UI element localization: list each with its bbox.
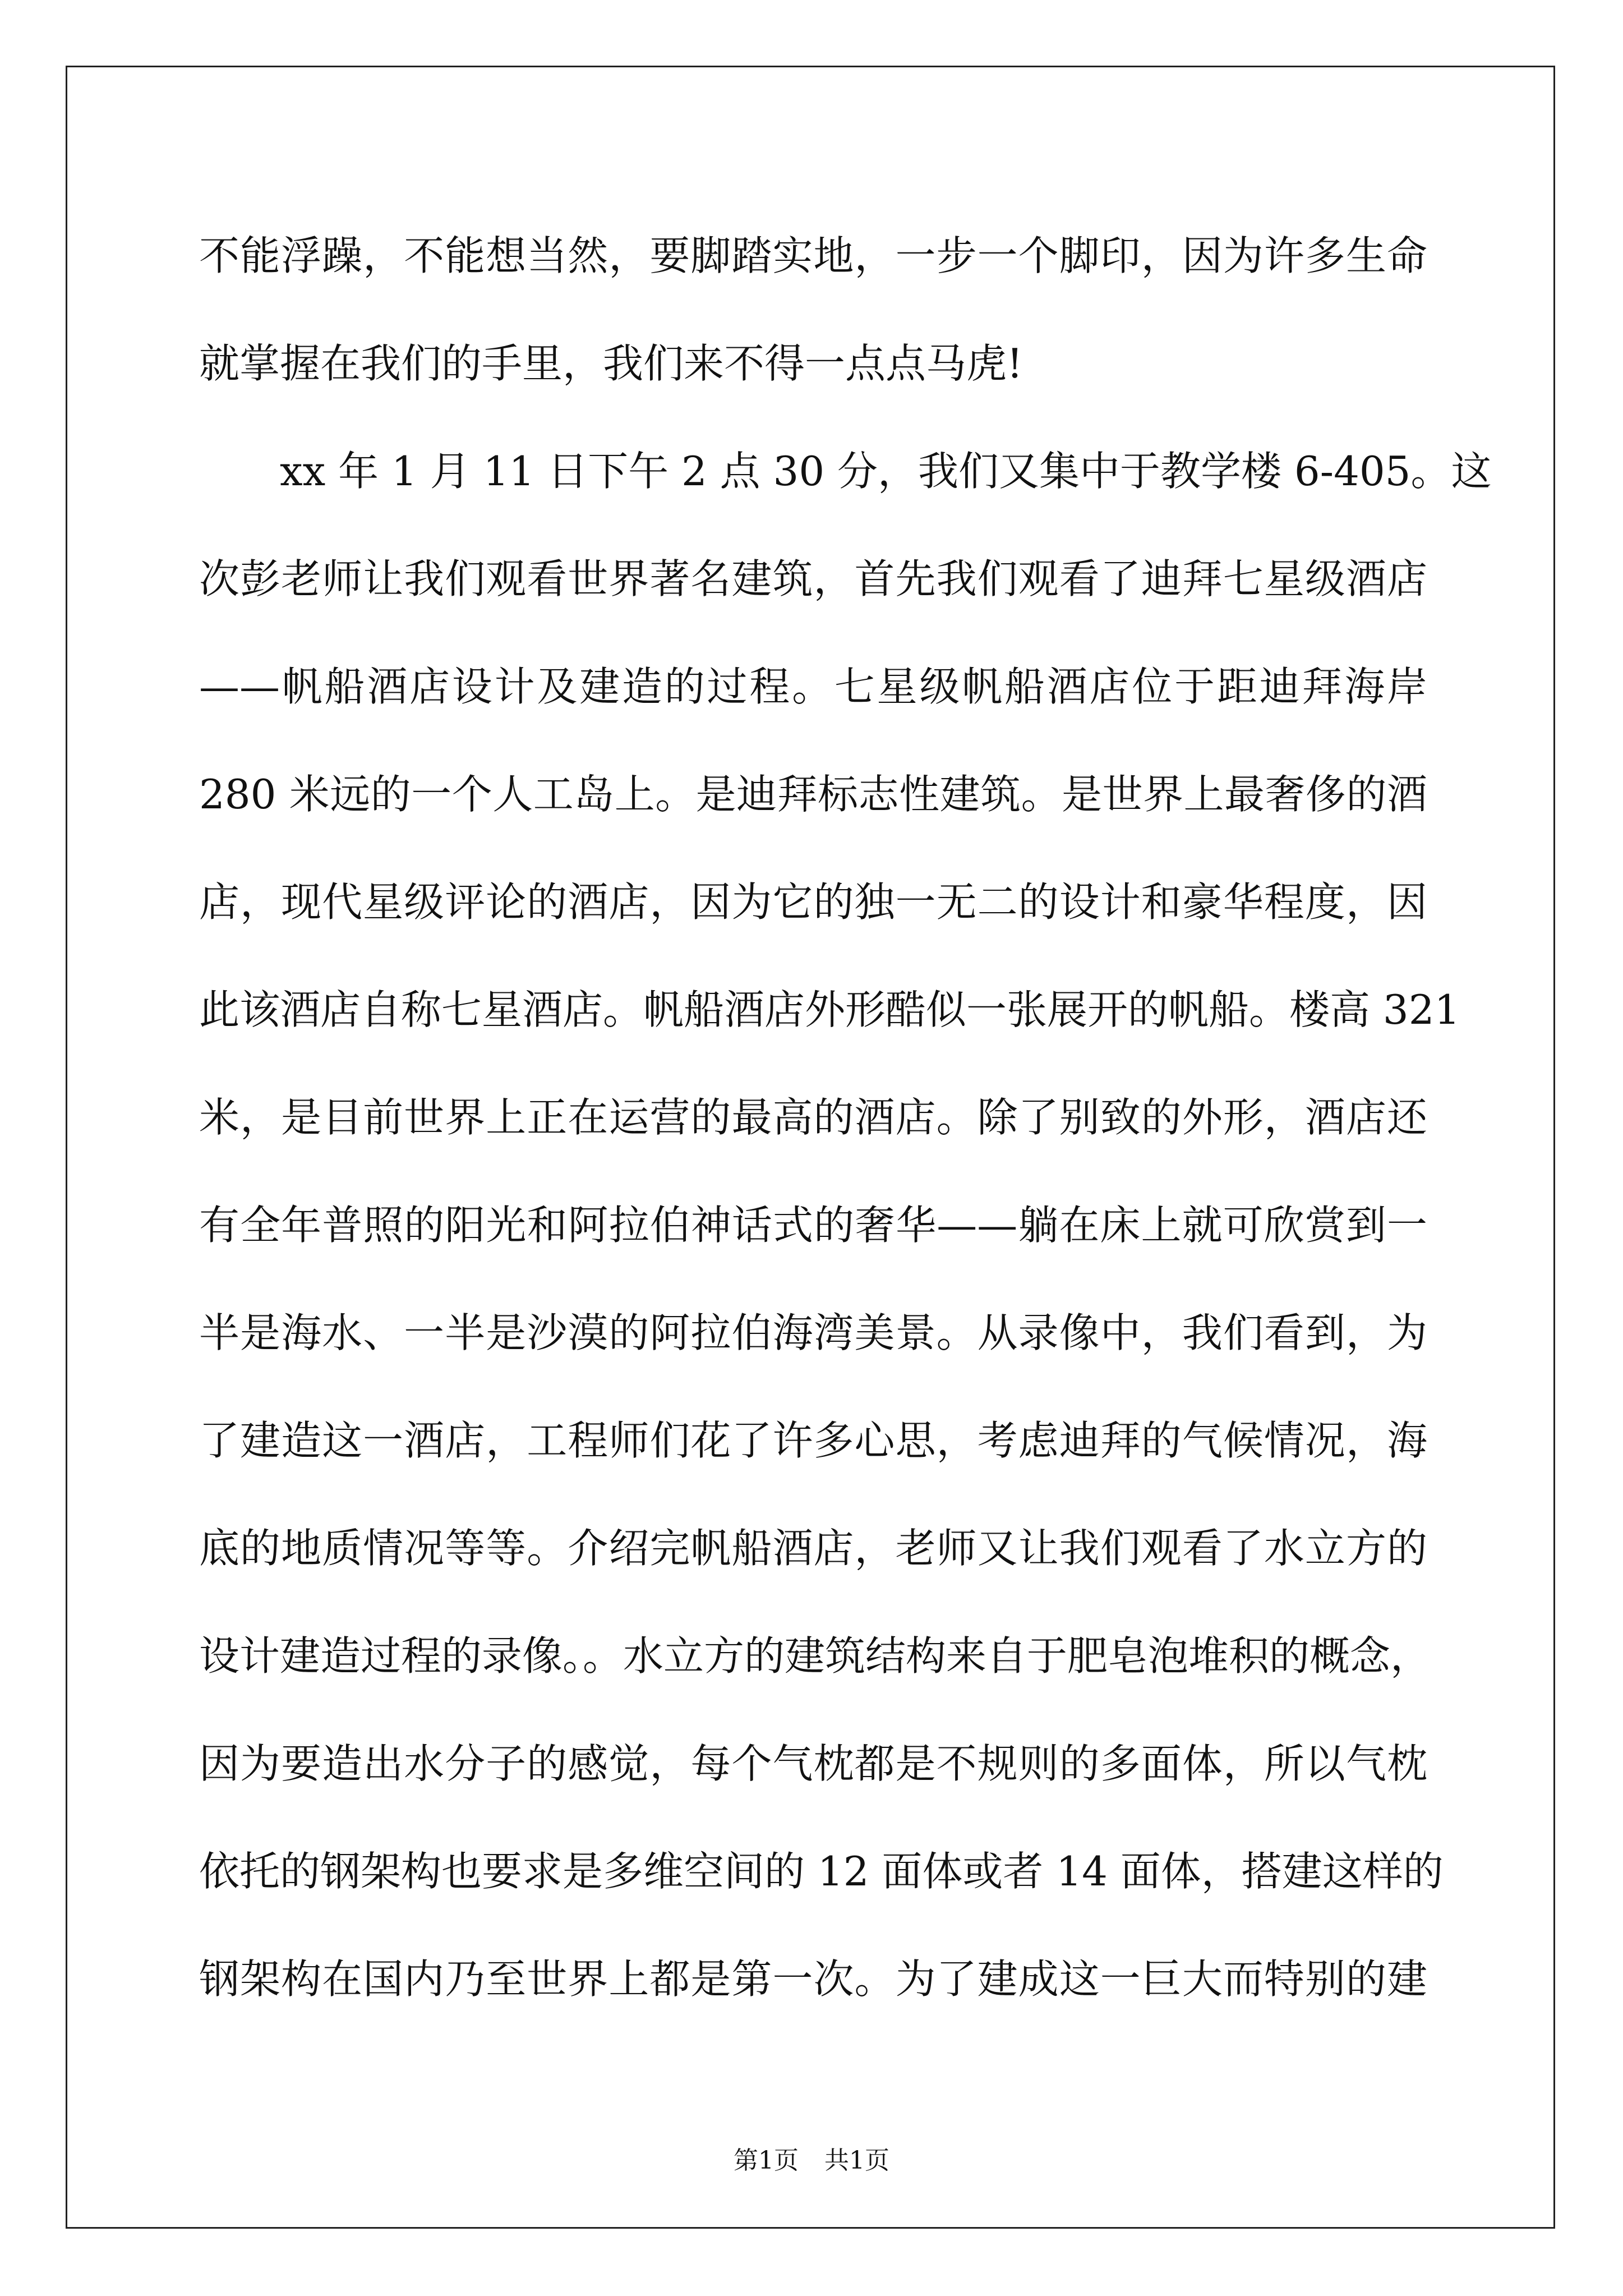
text-line: 米，是目前世界上正在运营的最高的酒店。除了别致的外形，酒店还 — [199, 1094, 1427, 1141]
text-line: 次彭老师让我们观看世界著名建筑，首先我们观看了迪拜七星级酒店 — [199, 555, 1427, 602]
text-line: 钢架构在国内乃至世界上都是第一次。为了建成这一巨大而特别的建 — [199, 1955, 1427, 2003]
page-footer — [0, 2144, 1623, 2178]
text-line: xx 年 1 月 11 日下午 2 点 30 分，我们又集中于教学楼 6-405。这 — [280, 448, 1492, 495]
text-line: 此该酒店自称七星酒店。帆船酒店外形酷似一张展开的帆船。楼高 321 — [199, 986, 1460, 1033]
text-line: 半是海水、一半是沙漠的阿拉伯海湾美景。从录像中，我们看到，为 — [199, 1309, 1427, 1356]
text-line: 店，现代星级评论的酒店，因为它的独一无二的设计和豪华程度，因 — [199, 878, 1427, 926]
text-line: 因为要造出水分子的感觉，每个气枕都是不规则的多面体，所以气枕 — [199, 1740, 1427, 1787]
paragraph-2 — [199, 417, 1492, 2033]
text-line: ——帆船酒店设计及建造的过程。七星级帆船酒店位于距迪拜海岸 — [199, 663, 1427, 710]
text-line: 不能浮躁，不能想当然，要脚踏实地，一步一个脚印，因为许多生命 — [199, 232, 1427, 279]
text-line: 有全年普照的阳光和阿拉伯神话式的奢华——躺在床上就可欣赏到一 — [199, 1202, 1427, 1249]
text-line: 280 米远的一个人工岛上。是迪拜标志性建筑。是世界上最奢侈的酒 — [199, 771, 1427, 818]
page-total: 共1页 — [824, 2146, 889, 2175]
text-line: 底的地质情况等等。介绍完帆船酒店，老师又让我们观看了水立方的 — [199, 1525, 1427, 1572]
page-number: 第1页 — [734, 2146, 799, 2175]
text-line: 设计建造过程的录像。。水立方的建筑结构来自于肥皂泡堆积的概念， — [199, 1632, 1431, 1680]
document-body — [199, 202, 1492, 2033]
text-line: 依托的钢架构也要求是多维空间的 12 面体或者 14 面体，搭建这样的 — [199, 1848, 1444, 1895]
text-line: 就掌握在我们的手里，我们来不得一点点马虎! — [199, 340, 1023, 387]
paragraph-1 — [199, 202, 1427, 417]
text-line: 了建造这一酒店，工程师们花了许多心思，考虑迪拜的气候情况，海 — [199, 1417, 1427, 1464]
